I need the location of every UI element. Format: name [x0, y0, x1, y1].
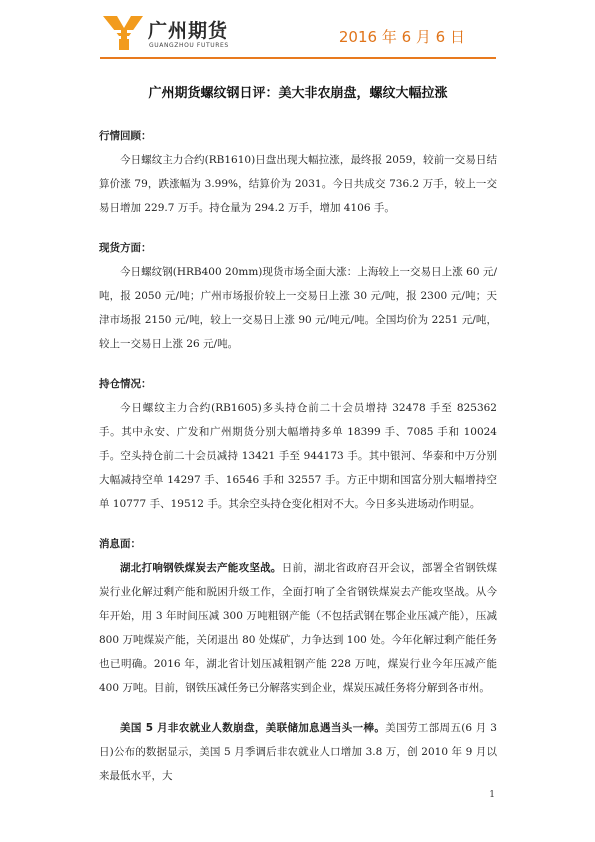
company-logo	[103, 14, 228, 52]
header-divider	[100, 57, 496, 59]
section-paragraph-positions: 今日螺纹主力合约(RB1605)多头持仓前二十会员增持 32478 手至 825362 手。其中永安、广发和广州期货分别大幅增持多单 18399 手、7085 手和 10024 手。空头持仓前二十会员减持 13421 手至 944173 手。其中银河、华泰和中万分别大幅减持空单 14297 手、16546 手和 32557 手。方正中期和国富分别大幅增持空单 10777 手、19512 手。其余空头持仓变化相对不大。今日多头进场动作明显。	[99, 402, 497, 510]
news-item	[99, 716, 497, 788]
section-paragraph-spot: 今日螺纹钢(HRB400 20mm)现货市场全面大涨：上海较上一交易日上涨 60 元/吨，报 2050 元/吨；广州市场报价较上一交易日上涨 30 元/吨，报 2300 元/吨；天津市场报 2150 元/吨，较上一交易日上涨 90 元/吨元/吨。全国均价为 2251 元/吨，较上一交易日上涨 26 元/吨。	[99, 266, 497, 350]
logo-text: 广州期货	[148, 20, 229, 42]
report-title: 广州期货螺纹钢日评：美大非农崩盘，螺纹大幅拉涨	[148, 86, 448, 101]
section-heading-positions: 持仓情况：	[99, 378, 152, 390]
logo-subtext: GUANGZHOU FUTURES	[149, 42, 229, 49]
guangzhou-futures-logo-icon	[103, 14, 143, 52]
news-item-text: 日前，湖北省政府召开会议，部署全省钢铁煤炭行业化解过剩产能和脱困升级工作，全面打响了全省钢铁煤炭去产能攻坚战。从今年开始，用 3 年时间压减 300 万吨粗钢产能（不包括武钢在鄂企业压减产能），压减 800 万吨煤炭产能，关闭退出 80 处煤矿，力争达到 100 处。今年化解过剩产能任务也已明确。2016 年，湖北省计划压减粗钢产能 228 万吨，煤炭行业今年压减产能 400 万吨。目前，钢铁压减任务已分解落实到企业，煤炭压减任务将分解到各市州。	[99, 562, 498, 694]
page-number: 1	[489, 790, 495, 800]
news-item	[99, 556, 497, 700]
page-header	[0, 0, 595, 62]
section-heading-news: 消息面：	[99, 538, 141, 550]
section-paragraph-market-review: 今日螺纹主力合约(RB1610)日盘出现大幅拉涨，最终报 2059，较前一交易日结算价涨 79，跌涨幅为 3.99%，结算价为 2031。今日共成交 736.2 万手，较上一交易日增加 229.7 万手。持仓量为 294.2 万手，增加 4106 手。	[99, 154, 497, 214]
news-item-text: 美国劳工部周五(6 月 3 日)公布的数据显示，美国 5 月季调后非农就业人口增加 3.8 万，创 2010 年 9 月以来最低水平，大	[99, 722, 497, 782]
section-heading-market-review: 行情回顾：	[99, 130, 152, 142]
news-item-lead: 美国 5 月非农就业人数崩盘，美联储加息遇当头一棒。	[120, 722, 386, 734]
report-date: 2016 年 6 月 6 日	[338, 28, 465, 46]
news-item-lead: 湖北打响钢铁煤炭去产能攻坚战。	[120, 562, 282, 574]
section-heading-spot: 现货方面：	[99, 242, 152, 254]
report-body	[99, 124, 497, 788]
